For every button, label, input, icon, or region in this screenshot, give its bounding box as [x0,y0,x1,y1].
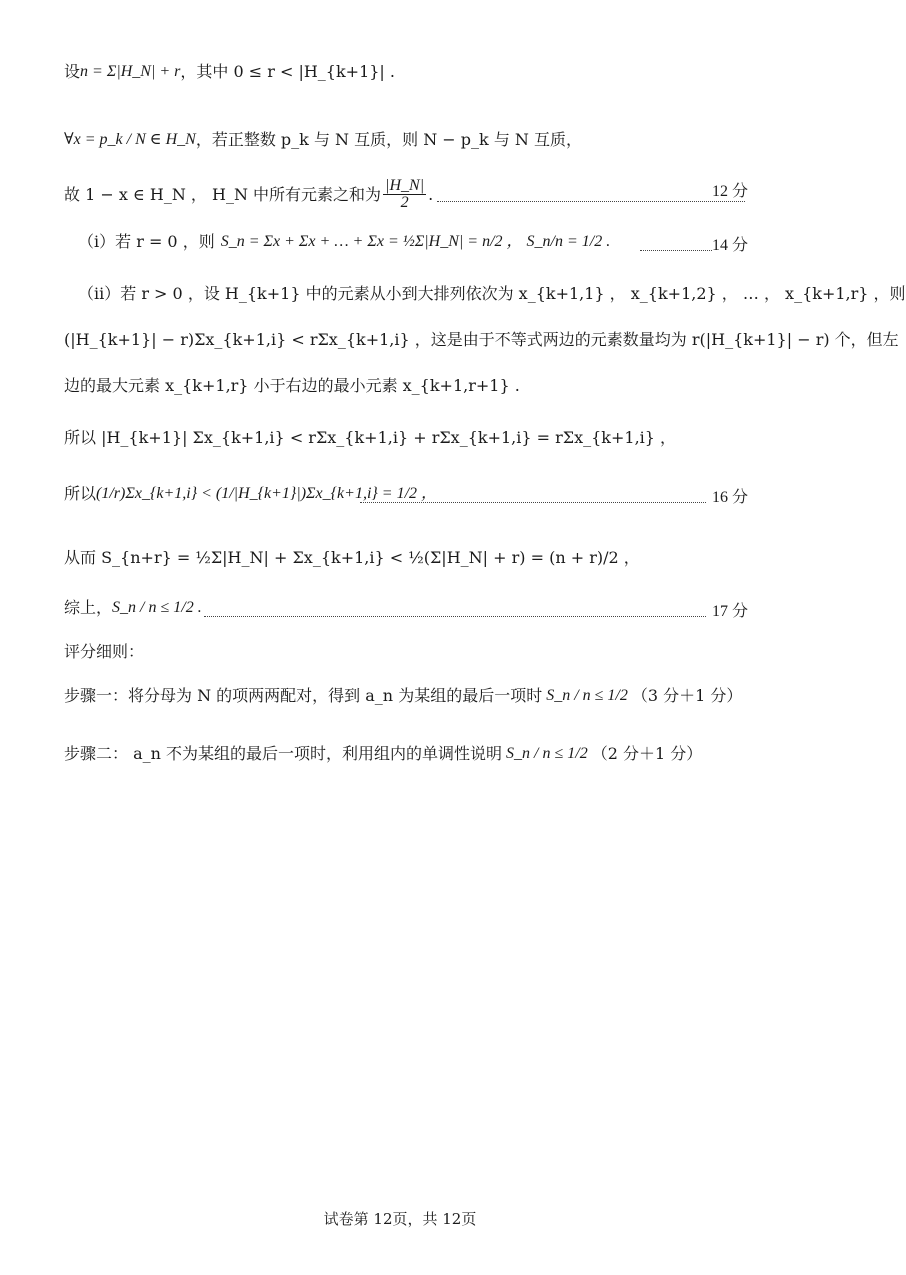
line-3-fraction-numerator: |H_N| [385,177,425,194]
line-11-prefix: 综上， [64,598,113,617]
score-12: 12 分 [711,183,748,200]
step-1-text: 步骤一：将分母为 N 的项两两配对，得到 a_n 为某组的最后一项时 [64,686,543,705]
line-1-suffix: ，其中 0 ≤ r < |H_{k+1}| . [180,62,395,81]
line-7-text: 边的最大元素 x_{k+1,r} 小于右边的最小元素 x_{k+1,r+1} . [64,376,520,395]
leader-dots [640,236,712,251]
text-line-9 [64,484,438,504]
line-1-prefix: 设 [64,62,81,81]
text-line-8 [64,428,749,448]
line-9-formula: (1/r)Σx_{k+1,i} < (1/|H_{k+1}|)Σx_{k+1,i} = 1/2 ， [96,485,438,502]
text-line-3: 故 1 − x ∈ H_N ， H_N 中所有元素之和为 $\frac{|H\_N|}{2}$ . [64,178,749,211]
score-17: 17 分 [711,603,748,620]
text-line-13 [64,686,749,706]
page-footer: 试卷第 12页，共 12页 [323,1210,477,1228]
leader-dots [437,187,745,202]
line-3-fraction [383,178,426,211]
text-line-1 [64,62,749,82]
step-1-formula: S_n / n ≤ 1/2 [546,687,628,704]
line-2-suffix: ，若正整数 p_k 与 N 互质，则 N − p_k 与 N 互质， [195,130,582,149]
step-2-formula: S_n / n ≤ 1/2 [506,745,588,762]
text-line-6 [64,330,899,350]
line-5-text: （ii）若 r > 0 ，设 H_{k+1} 中的元素从小到大排列依次为 x_{k+1,1} ， x_{k+1,2} ， … ， x_{k+1,r} ，则 [78,284,906,303]
line-10-text: 从而 S_{n+r} = ½Σ|H_N| + Σx_{k+1,i} < ½(Σ|H_N| + r) = (n + r)/2 ， [64,548,640,567]
step-2-points: （2 分＋1 分） [591,744,703,763]
line-3-fraction-denominator: 2 [400,194,409,211]
line-3-prefix: 故 1 − x ∈ H_N ， H_N 中所有元素之和为 [64,184,382,204]
text-line-5 [78,284,906,304]
line-4-prefix: （i）若 r = 0 ，则 [78,232,215,251]
line-4-formula: S_n = Σx + Σx + … + Σx = ½Σ|H_N| = n/2 ， S_n/n = 1/2 . [220,233,611,250]
line-6-text: (|H_{k+1}| − r)Σx_{k+1,i} < rΣx_{k+1,i} ，这是由于不等式两边的元素数量均为 r(|H_{k+1}| − r) 个，但左 [64,330,899,349]
line-2-formula: ∀x = p_k / N ∈ H_N [64,131,196,148]
text-line-10 [64,548,749,568]
text-line-2 [64,130,749,150]
grading-rules-heading: 评分细则： [64,642,145,661]
line-11-formula: S_n / n ≤ 1/2 . [112,599,202,616]
score-16: 16 分 [711,489,748,506]
line-1-formula: n = Σ|H_N| + r [80,63,181,80]
line-9-prefix: 所以 [64,484,97,503]
leader-dots [360,488,706,503]
text-line-7 [64,376,749,396]
text-line-4 [78,232,638,252]
score-14: 14 分 [711,237,748,254]
step-1-points: （3 分＋1 分） [631,686,743,705]
line-8-text: 所以 |H_{k+1}| Σx_{k+1,i} < rΣx_{k+1,i} + rΣx_{k+1,i} = rΣx_{k+1,i} ， [64,428,677,447]
step-2-text: 步骤二： a_n 不为某组的最后一项时，利用组内的单调性说明 [64,744,503,763]
text-line-12 [64,642,749,662]
leader-dots [204,602,706,617]
text-line-14 [64,744,749,764]
